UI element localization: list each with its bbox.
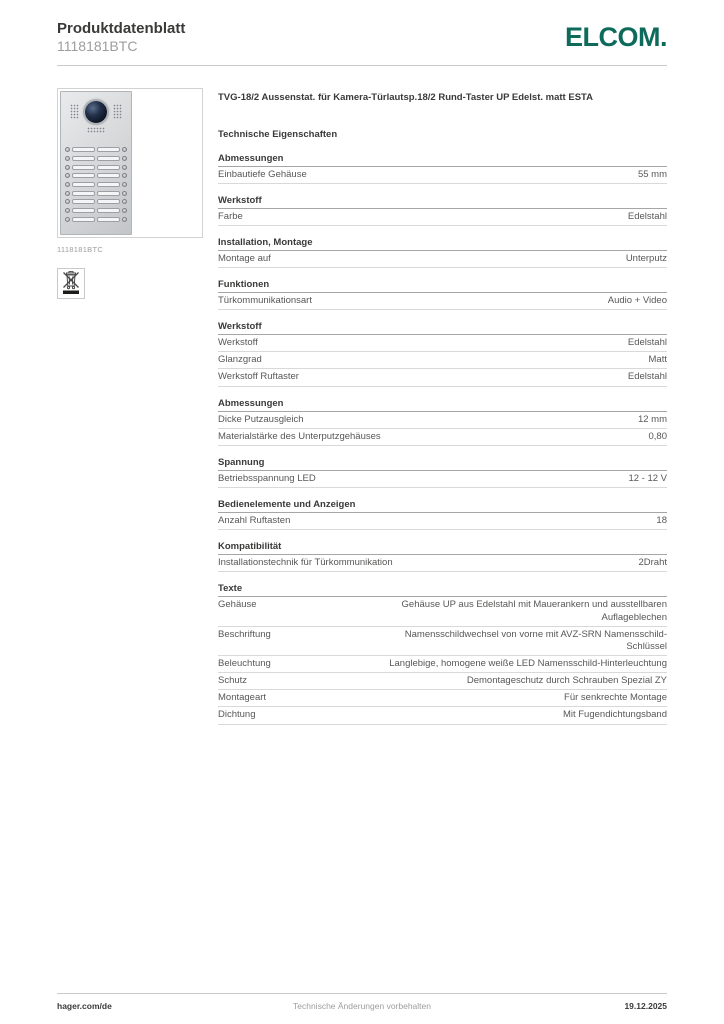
spec-row-label: Schutz	[218, 675, 248, 687]
spec-row	[218, 597, 667, 626]
spec-section-title: Installation, Montage	[218, 237, 667, 251]
panel-button-row	[65, 173, 127, 178]
spec-section	[218, 237, 667, 268]
spec-row-label: Einbautiefe Gehäuse	[218, 168, 307, 180]
nameplate	[72, 199, 95, 204]
speaker-holes-left	[70, 104, 79, 119]
spec-row	[218, 293, 667, 310]
spec-row-value: Audio + Video	[607, 294, 667, 306]
nameplate	[72, 165, 95, 170]
footer-divider	[57, 993, 667, 994]
call-button-icon	[122, 182, 127, 187]
spec-section	[218, 398, 667, 446]
product-code: 1118181BTC	[57, 38, 138, 54]
spec-row-value: 55 mm	[637, 168, 667, 180]
document-title: Produktdatenblatt	[57, 20, 186, 37]
spec-section-title: Bedienelemente und Anzeigen	[218, 499, 667, 513]
spec-section-title: Texte	[218, 583, 667, 597]
spec-row-value: 12 mm	[637, 413, 667, 425]
call-button-icon	[122, 217, 127, 222]
call-button-icon	[122, 208, 127, 213]
nameplate	[72, 217, 95, 222]
nameplate	[97, 165, 120, 170]
footer-disclaimer: Technische Änderungen vorbehalten	[293, 1001, 431, 1011]
spec-row	[218, 352, 667, 369]
spec-column	[218, 88, 667, 725]
spec-row-label: Betriebsspannung LED	[218, 472, 316, 484]
nameplate	[72, 208, 95, 213]
spec-row-label: Beleuchtung	[218, 658, 271, 669]
panel-button-row	[65, 147, 127, 152]
spec-row-label: Montageart	[218, 692, 267, 704]
spec-row-value: Edelstahl	[627, 210, 667, 222]
camera-lens-icon	[85, 101, 107, 123]
panel-button-row	[65, 208, 127, 213]
door-station-panel	[60, 91, 132, 235]
nameplate	[72, 182, 95, 187]
nameplate	[72, 156, 95, 161]
spec-section	[218, 583, 667, 724]
call-button-icon	[65, 199, 70, 204]
spec-row	[218, 555, 667, 572]
product-title: TVG-18/2 Aussenstat. für Kamera-Türlautsp.18/2 Rund-Taster UP Edelst. matt ESTA	[218, 91, 593, 103]
nameplate	[72, 173, 95, 178]
speaker-holes-right	[113, 104, 122, 119]
spec-section	[218, 153, 667, 184]
footer-row	[57, 1001, 667, 1011]
spec-row-label: Gehäuse	[218, 599, 257, 611]
image-caption: 1118181BTC	[57, 244, 104, 254]
spec-row-value: Edelstahl	[627, 337, 667, 349]
spec-section-title: Werkstoff	[218, 195, 667, 209]
spec-row-label: Dicke Putzausgleich	[218, 413, 304, 425]
spec-row-label: Beschriftung	[218, 628, 271, 640]
left-column	[57, 88, 203, 725]
panel-button-row	[65, 156, 127, 161]
spec-section-title: Abmessungen	[218, 398, 667, 412]
nameplate	[72, 147, 95, 152]
speaker-holes-bottom	[87, 127, 105, 133]
footer-website: hager.com/de	[57, 1001, 112, 1011]
spec-row	[218, 690, 667, 707]
call-button-icon	[65, 182, 70, 187]
call-button-icon	[122, 173, 127, 178]
call-button-icon	[122, 191, 127, 196]
spec-row-label: Montage auf	[218, 252, 271, 264]
spec-row-value: Langlebige, homogene weiße LED Namensschild-Hinterleuchtung	[389, 658, 667, 669]
spec-row-value: 0,80	[648, 430, 667, 442]
table-heading: Technische Eigenschaften	[218, 128, 338, 140]
spec-row	[218, 707, 667, 724]
spec-row	[218, 335, 667, 352]
spec-section	[218, 321, 667, 386]
spec-row-value: Demontageschutz durch Schrauben Spezial ZY	[466, 675, 667, 687]
nameplate	[97, 147, 120, 152]
panel-button-row	[65, 217, 127, 222]
nameplate	[72, 191, 95, 196]
spec-row-value: Edelstahl	[627, 371, 667, 383]
footer-date: 19.12.2025	[624, 1001, 667, 1011]
panel-button-row	[65, 199, 127, 204]
spec-row-value: Für senkrechte Montage	[564, 692, 667, 704]
header-titles	[57, 20, 185, 56]
spec-row-value: 18	[656, 515, 667, 527]
spec-section-title: Abmessungen	[218, 153, 667, 167]
call-button-icon	[65, 191, 70, 196]
nameplate	[97, 191, 120, 196]
call-button-icon	[65, 217, 70, 222]
spec-row-value: 12 - 12 V	[628, 472, 667, 484]
panel-button-row	[65, 165, 127, 170]
spec-section-title: Kompatibilität	[218, 541, 667, 555]
spec-row-value: Unterputz	[625, 252, 667, 264]
spec-row	[218, 369, 667, 386]
spec-row	[218, 251, 667, 268]
call-button-icon	[65, 173, 70, 178]
nameplate	[97, 182, 120, 187]
spec-section	[218, 499, 667, 530]
call-button-icon	[65, 208, 70, 213]
call-button-icon	[122, 147, 127, 152]
spec-row-value: Matt	[648, 354, 667, 366]
spec-row	[218, 167, 667, 184]
call-button-rows	[61, 142, 131, 234]
call-button-icon	[65, 147, 70, 152]
spec-section-title: Spannung	[218, 457, 667, 471]
spec-row	[218, 429, 667, 446]
call-button-icon	[65, 156, 70, 161]
spec-section-title: Funktionen	[218, 279, 667, 293]
spec-row	[218, 513, 667, 530]
nameplate	[97, 217, 120, 222]
nameplate	[97, 156, 120, 161]
spec-section-title: Werkstoff	[218, 321, 667, 335]
product-image	[57, 88, 203, 238]
spec-row-label: Türkommunikationsart	[218, 294, 312, 306]
spec-section	[218, 195, 667, 226]
spec-row-value: 2Draht	[638, 557, 667, 569]
nameplate	[97, 208, 120, 213]
elcom-logo: ELCOM.	[565, 22, 667, 52]
spec-row-label: Farbe	[218, 210, 243, 222]
spec-row-label: Werkstoff	[218, 337, 258, 349]
spec-row-label: Installationstechnik für Türkommunikation	[218, 557, 393, 569]
spec-section	[218, 279, 667, 310]
panel-button-row	[65, 191, 127, 196]
call-button-icon	[122, 156, 127, 161]
spec-row	[218, 673, 667, 690]
spec-row-value: Namensschildwechsel von vorne mit AVZ-SRN Namensschild-Schlüssel	[404, 628, 667, 652]
call-button-icon	[122, 165, 127, 170]
panel-button-row	[65, 182, 127, 187]
camera-module	[61, 92, 131, 142]
weee-crossed-out-bin-icon	[57, 268, 85, 299]
call-button-icon	[122, 199, 127, 204]
nameplate	[97, 199, 120, 204]
spec-section	[218, 541, 667, 572]
call-button-icon	[65, 165, 70, 170]
page-header	[0, 0, 724, 56]
spec-row	[218, 471, 667, 488]
spec-row	[218, 656, 667, 673]
spec-row-label: Dichtung	[218, 709, 256, 721]
spec-row	[218, 412, 667, 429]
spec-row-label: Werkstoff Ruftaster	[218, 371, 299, 383]
spec-row-value: Gehäuse UP aus Edelstahl mit Mauerankern und ausstellbaren Auflageblechen	[401, 599, 667, 623]
spec-row-value: Mit Fugendichtungsband	[562, 709, 667, 721]
spec-row-label: Materialstärke des Unterputzgehäuses	[218, 430, 381, 442]
page-footer	[57, 993, 667, 1011]
spec-row-label: Glanzgrad	[218, 354, 262, 366]
spec-row	[218, 209, 667, 226]
spec-row	[218, 627, 667, 656]
nameplate	[97, 173, 120, 178]
spec-table	[218, 153, 667, 725]
spec-row-label: Anzahl Ruftasten	[218, 515, 291, 527]
content-area	[0, 66, 724, 725]
spec-section	[218, 457, 667, 488]
